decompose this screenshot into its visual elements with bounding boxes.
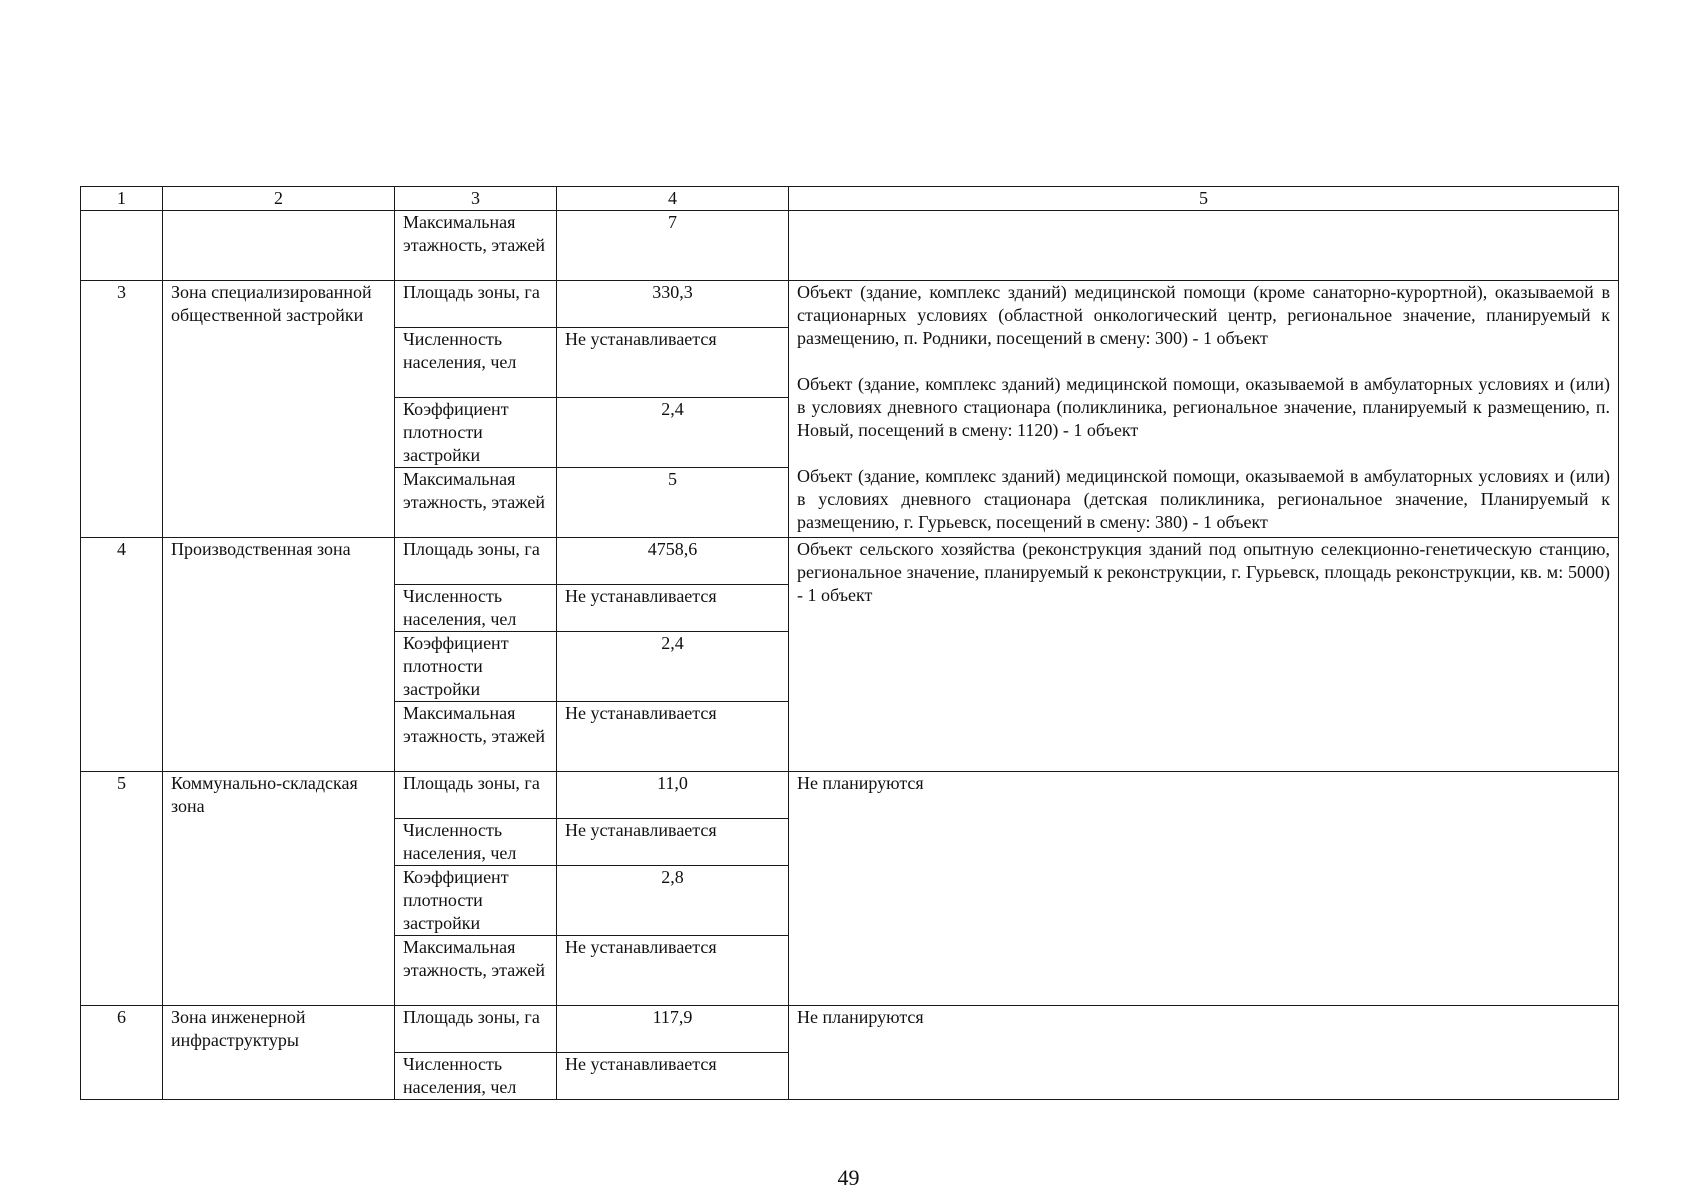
zone-name-cell: Коммунально-складская зона — [163, 772, 395, 1006]
zone-name-cell: Зона специализированной общественной застройки — [163, 281, 395, 538]
param-value-cell: Не устанавливается — [557, 936, 789, 1006]
objects-cell — [789, 1006, 1619, 1100]
param-value-cell: Не устанавливается — [557, 1053, 789, 1100]
param-value-cell: 2,8 — [557, 866, 789, 936]
param-name-cell: Коэффициент плотности застройки — [395, 632, 557, 702]
row-number-cell: 4 — [81, 538, 163, 772]
param-value-cell: 330,3 — [557, 281, 789, 328]
page-number: 49 — [837, 1165, 860, 1190]
object-entry: Не планируются — [797, 773, 924, 793]
column-header: 2 — [163, 187, 395, 211]
param-name-cell: Численность населения, чел — [395, 819, 557, 866]
param-name-cell: Численность населения, чел — [395, 1053, 557, 1100]
param-name-cell: Площадь зоны, га — [395, 1006, 557, 1053]
zone-name-cell: Зона инженерной инфраструктуры — [163, 1006, 395, 1100]
param-name-cell: Площадь зоны, га — [395, 772, 557, 819]
zone-name-cell: Производственная зона — [163, 538, 395, 772]
column-header: 5 — [789, 187, 1619, 211]
objects-cell — [789, 538, 1619, 772]
object-entry: Объект (здание, комплекс зданий) медицинской помощи, оказываемой в амбулаторных условиях и (или) в условиях дневного стационара (детская поликлиника, региональное значение, Планируемый к размещению, г. Гурьевск, посещений в смену: 380) - 1 объект — [797, 466, 1610, 532]
row-number-cell: 5 — [81, 772, 163, 1006]
table-row — [81, 211, 1619, 281]
param-name-cell: Коэффициент плотности застройки — [395, 866, 557, 936]
row-number-cell: 3 — [81, 281, 163, 538]
param-value-cell: 7 — [557, 211, 789, 281]
row-number-cell — [81, 211, 163, 281]
param-value-cell: 2,4 — [557, 632, 789, 702]
table-header-row — [81, 187, 1619, 211]
param-name-cell: Максимальная этажность, этажей — [395, 211, 557, 281]
param-name-cell: Численность населения, чел — [395, 328, 557, 398]
param-value-cell: Не устанавливается — [557, 702, 789, 772]
table-row — [81, 281, 1619, 328]
column-header: 1 — [81, 187, 163, 211]
param-value-cell: Не устанавливается — [557, 585, 789, 632]
object-entry: Не планируются — [797, 1007, 924, 1027]
table-row — [81, 538, 1619, 585]
param-name-cell: Площадь зоны, га — [395, 281, 557, 328]
param-value-cell: 117,9 — [557, 1006, 789, 1053]
param-name-cell: Максимальная этажность, этажей — [395, 936, 557, 1006]
param-value-cell: 2,4 — [557, 398, 789, 468]
zone-name-cell — [163, 211, 395, 281]
param-name-cell: Максимальная этажность, этажей — [395, 468, 557, 538]
param-value-cell: Не устанавливается — [557, 328, 789, 398]
param-value-cell: 5 — [557, 468, 789, 538]
param-name-cell: Коэффициент плотности застройки — [395, 398, 557, 468]
column-header: 3 — [395, 187, 557, 211]
param-value-cell: Не устанавливается — [557, 819, 789, 866]
param-name-cell: Площадь зоны, га — [395, 538, 557, 585]
param-name-cell: Численность населения, чел — [395, 585, 557, 632]
objects-cell — [789, 211, 1619, 281]
object-entry: Объект (здание, комплекс зданий) медицинской помощи, оказываемой в амбулаторных условиях и (или) в условиях дневного стационара (поликлиника, региональное значение, планируемый к размещению, п. Новый, посещений в смену: 1120) - 1 объект — [797, 374, 1610, 440]
row-number-cell: 6 — [81, 1006, 163, 1100]
param-name-cell: Максимальная этажность, этажей — [395, 702, 557, 772]
objects-cell — [789, 772, 1619, 1006]
objects-cell — [789, 281, 1619, 538]
column-header: 4 — [557, 187, 789, 211]
object-entry: Объект сельского хозяйства (реконструкция зданий под опытную селекционно-генетическую станцию, региональное значение, планируемый к реконструкции, г. Гурьевск, площадь реконструкции, кв. м: 5000) - 1 объект — [797, 539, 1610, 605]
param-value-cell: 4758,6 — [557, 538, 789, 585]
zones-table — [80, 186, 1619, 1100]
table-row — [81, 1006, 1619, 1053]
object-entry: Объект (здание, комплекс зданий) медицинской помощи (кроме санаторно-курортной), оказываемой в стационарных условиях (областной онкологический центр, региональное значение, планируемый к размещению, п. Родники, посещений в смену: 300) - 1 объект — [797, 282, 1610, 348]
param-value-cell: 11,0 — [557, 772, 789, 819]
table-row — [81, 772, 1619, 819]
